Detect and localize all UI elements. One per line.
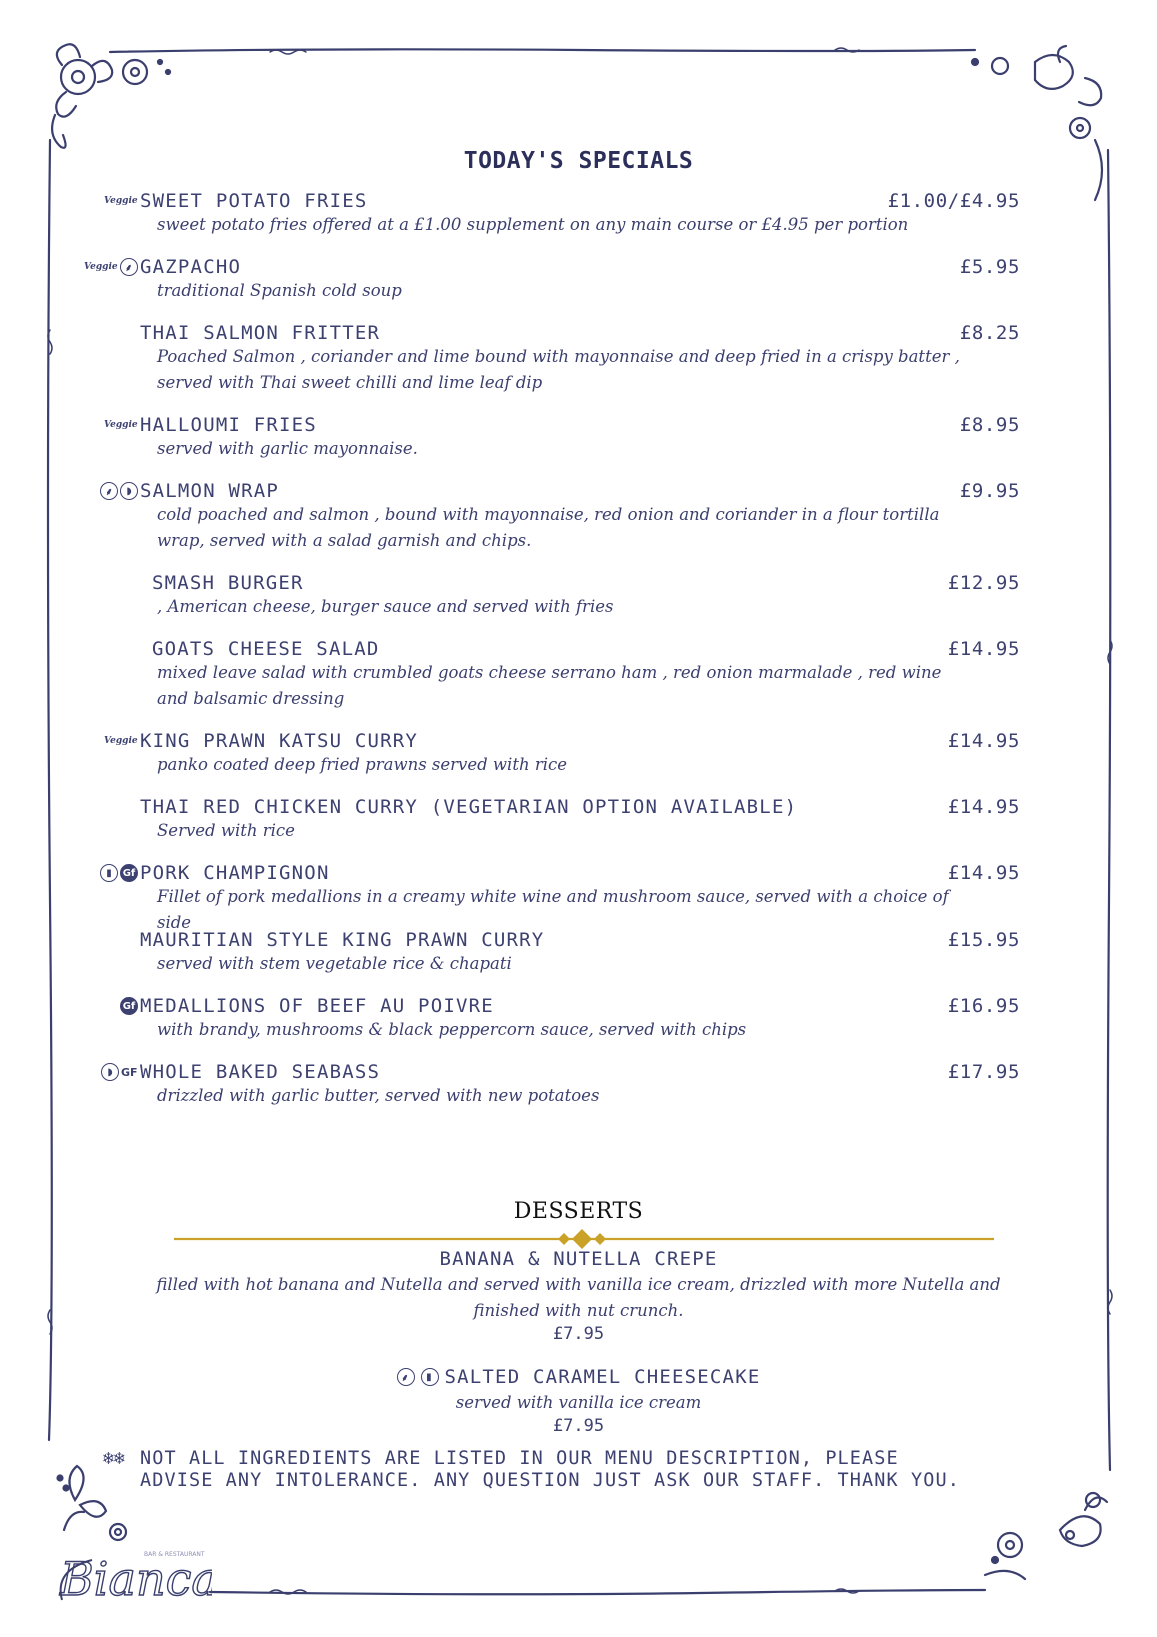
item-name: THAI RED CHICKEN CURRY (VEGETARIAN OPTION AVAILABLE) (140, 796, 798, 818)
dairy-free-icon: ▮ (100, 864, 118, 882)
item-name: PORK CHAMPIGNON (140, 862, 330, 884)
logo-subtext: BAR & RESTAURANT (144, 1551, 205, 1558)
item-price: £8.95 (959, 414, 1020, 436)
wheat-free-icon: ⸙ (397, 1368, 415, 1386)
logo-text: Bianc (60, 1552, 192, 1606)
dietary-icons (100, 864, 138, 882)
item-description: sweet potato fries offered at a £1.00 supplement on any main course or £4.95 per portion (157, 215, 909, 234)
item-name: WHOLE BAKED SEABASS (140, 1061, 381, 1083)
dessert-description: filled with hot banana and Nutella and served with vanilla ice cream, drizzled with more Nutella and finished with nut crunch. (156, 1275, 1001, 1320)
gluten-free-icon: Gf (120, 997, 138, 1015)
desserts-title: DESSERTS (513, 1199, 644, 1224)
item-price: £14.95 (947, 796, 1020, 818)
dessert-price: £7.95 (552, 1416, 605, 1436)
dessert-name: BANANA & NUTELLA CREPE (439, 1248, 718, 1270)
wheat-free-icon: ⸙ (120, 258, 138, 276)
item-name: MEDALLIONS OF BEEF AU POIVRE (140, 995, 494, 1017)
item-description: Fillet of pork medallions in a creamy white wine and mushroom sauce, served with a choice of side (157, 887, 949, 932)
desserts-divider (174, 1229, 994, 1249)
fish-icon: ◗ (120, 482, 138, 500)
dietary-icons (120, 997, 138, 1015)
item-name: SWEET POTATO FRIES (140, 190, 368, 212)
specials-title: TODAY'S SPECIALS (463, 148, 694, 174)
dessert-name-row (439, 1248, 717, 1270)
item-price: £8.25 (959, 322, 1020, 344)
item-price: £1.00/£4.95 (887, 190, 1020, 212)
item-price: £17.95 (947, 1061, 1020, 1083)
gluten-free-icon: Gf (120, 864, 138, 882)
item-description: cold poached and salmon , bound with mayonnaise, red onion and coriander in a flour tortilla wrap, served with a salad garnish and chips. (157, 505, 940, 550)
item-price: £12.95 (947, 572, 1020, 594)
gluten-free-icon: GF (121, 1065, 138, 1079)
item-description: served with garlic mayonnaise. (157, 439, 418, 458)
item-name: GAZPACHO (140, 256, 242, 278)
biancas-logo (52, 1540, 212, 1614)
item-price: £9.95 (959, 480, 1020, 502)
veggie-icon: Veggie (104, 736, 138, 746)
allergy-note (140, 1448, 970, 1492)
note-stars: ❄❄ (103, 1448, 125, 1469)
item-name: GOATS CHEESE SALAD (152, 638, 380, 660)
dietary-icons (104, 192, 138, 210)
item-description: mixed leave salad with crumbled goats cheese serrano ham , red onion marmalade , red wine and balsamic dressing (157, 663, 942, 708)
dairy-free-icon: ▮ (421, 1368, 439, 1386)
dietary-icons (101, 1063, 138, 1081)
item-name: MAURITIAN STYLE KING PRAWN CURRY (140, 929, 545, 951)
veggie-icon: Veggie (104, 196, 138, 206)
item-name: SALMON WRAP (140, 480, 280, 502)
wheat-free-icon: ⸙ (100, 482, 118, 500)
dietary-icons (104, 732, 138, 750)
dessert-item (0, 1366, 1157, 1436)
dietary-icons (84, 258, 138, 276)
dessert-name-row (397, 1366, 761, 1388)
dessert-description: served with vanilla ice cream (455, 1393, 702, 1412)
dessert-name: SALTED CARAMEL CHEESECAKE (444, 1366, 761, 1388)
item-description: Served with rice (157, 821, 295, 840)
item-price: £15.95 (947, 929, 1020, 951)
item-name: SMASH BURGER (152, 572, 304, 594)
item-description: served with stem vegetable rice & chapati (157, 954, 512, 973)
item-price: £14.95 (947, 862, 1020, 884)
item-description: , American cheese, burger sauce and served with fries (157, 597, 614, 616)
item-name: HALLOUMI FRIES (140, 414, 317, 436)
veggie-icon: Veggie (84, 262, 118, 272)
item-description: panko coated deep fried prawns served with rice (157, 755, 567, 774)
item-price: £16.95 (947, 995, 1020, 1017)
fish-icon: ◗ (101, 1063, 119, 1081)
dietary-icons (104, 416, 138, 434)
dietary-icons (100, 482, 138, 500)
dessert-price: £7.95 (552, 1324, 605, 1344)
item-description: with brandy, mushrooms & black peppercorn sauce, served with chips (157, 1020, 747, 1039)
item-price: £14.95 (947, 730, 1020, 752)
item-description: Poached Salmon , coriander and lime bound with mayonnaise and deep fried in a crispy batter , served with Thai sweet chilli and lime leaf dip (157, 347, 960, 392)
item-description: drizzled with garlic butter, served with new potatoes (157, 1086, 600, 1105)
item-price: £5.95 (959, 256, 1020, 278)
veggie-icon: Veggie (104, 420, 138, 430)
item-description: traditional Spanish cold soup (157, 281, 402, 300)
item-price: £14.95 (947, 638, 1020, 660)
allergy-note-text: NOT ALL INGREDIENTS ARE LISTED IN OUR MENU DESCRIPTION, PLEASE ADVISE ANY INTOLERANCE. ANY QUESTION JUST ASK OUR STAFF. THANK YOU. (140, 1448, 960, 1491)
dessert-item (0, 1248, 1157, 1344)
item-name: KING PRAWN KATSU CURRY (140, 730, 419, 752)
item-name: THAI SALMON FRITTER (140, 322, 381, 344)
